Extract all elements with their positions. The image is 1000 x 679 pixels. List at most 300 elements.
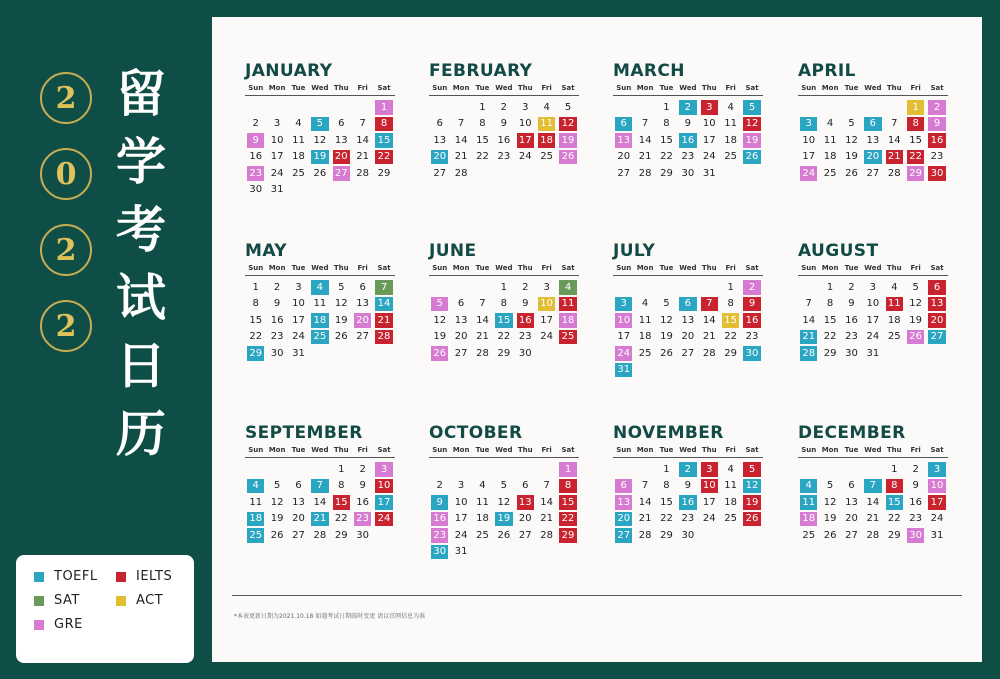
day-cell: 16 [249,151,263,163]
day-cell: 23 [270,331,284,343]
legend-item-act [116,593,196,608]
exam-day-cell: 7 [375,280,392,295]
day-cell: 5 [826,480,834,492]
day-cell: 9 [273,298,281,310]
title-char: 留 [116,64,166,123]
weekday-label: Tue [291,264,306,272]
header-rule [429,95,579,96]
weekday-label: Tue [475,446,490,454]
weekday-label: Sat [561,446,575,454]
day-cell: 25 [292,167,305,179]
exam-day-cell: 22 [375,150,392,165]
weekday-label: Sun [616,264,632,272]
day-cell: 25 [540,151,554,163]
weekday-label: Sat [745,446,759,454]
weekday-label: Sun [248,84,264,92]
month-february [429,61,579,182]
day-cell: 6 [436,118,443,130]
exam-day-cell: 28 [800,346,817,361]
month-name: DECEMBER [798,423,906,443]
day-cell: 3 [543,281,550,293]
exam-day-cell: 16 [679,133,696,148]
weekday-label: Fri [357,84,368,92]
year-digit: 0 [40,148,92,200]
day-cell: 22 [476,151,489,163]
weekday-header [245,445,395,455]
empty-cell [352,99,373,116]
weekday-label: Tue [475,264,490,272]
day-cell: 1 [500,281,508,293]
weekday-label: Mon [636,84,654,92]
weekday-label: Mon [636,264,654,272]
day-cell: 13 [433,134,447,146]
day-cell: 23 [845,331,858,343]
weekday-label: Sun [801,446,817,454]
exam-day-cell: 15 [333,495,350,510]
exam-day-cell: 12 [559,117,576,132]
empty-cell [429,279,450,296]
exam-day-cell: 25 [247,528,264,543]
exam-day-cell: 25 [311,330,328,345]
title-char: 试 [116,268,166,327]
day-cell: 6 [457,298,465,310]
weekday-label: Tue [844,84,859,92]
exam-day-cell: 19 [743,133,760,148]
day-cell: 24 [518,151,532,163]
day-cell: 11 [724,480,738,492]
exam-day-cell: 20 [615,512,632,527]
exam-day-cell: 18 [538,133,555,148]
day-cell: 8 [338,480,345,492]
day-cell: 1 [727,281,734,293]
month-march [613,61,763,182]
exam-day-cell: 4 [800,479,817,494]
weekday-label: Sat [377,264,391,272]
day-cell: 2 [848,281,855,293]
day-cell: 7 [641,480,649,492]
weekday-label: Sun [801,84,817,92]
day-cell: 23 [518,331,532,343]
weekday-label: Thu [886,264,902,272]
day-cell: 18 [476,513,489,525]
month-name: SEPTEMBER [245,423,363,443]
empty-cell [472,279,493,296]
legend-item-sat [34,593,116,608]
day-cell: 10 [518,118,532,130]
legend-label: TOEFL [54,569,98,584]
day-grid [245,461,395,544]
day-cell: 27 [518,529,532,541]
month-name: JULY [613,241,656,261]
exam-day-cell: 5 [431,297,448,312]
day-cell: 12 [433,314,447,326]
weekday-label: Tue [475,84,490,92]
weekday-label: Wed [864,264,882,272]
empty-cell [515,461,536,478]
day-cell: 20 [292,513,305,525]
day-cell: 7 [479,298,486,310]
exam-day-cell: 11 [800,495,817,510]
day-cell: 15 [476,134,489,146]
legend-item-gre [34,617,116,632]
month-august [798,241,948,362]
exam-day-cell: 26 [743,512,760,527]
day-cell: 26 [660,347,673,359]
empty-cell [309,461,330,478]
exam-day-cell: 5 [743,462,760,477]
header-rule [613,457,763,458]
exam-day-cell: 6 [928,280,945,295]
month-september [245,423,395,544]
day-cell: 4 [295,118,302,130]
month-july [613,241,763,378]
day-cell: 17 [802,151,816,163]
day-cell: 4 [479,480,486,492]
day-cell: 6 [295,480,302,492]
weekday-header [245,263,395,273]
day-cell: 5 [663,298,670,310]
day-cell: 9 [848,298,855,310]
day-cell: 14 [638,496,652,508]
exam-day-cell: 2 [743,280,760,295]
day-cell: 23 [745,331,759,343]
empty-cell [699,279,720,296]
exam-day-cell: 20 [864,150,881,165]
day-grid [613,99,763,182]
day-cell: 3 [457,480,465,492]
day-cell: 24 [454,529,468,541]
empty-cell [245,461,266,478]
exam-day-cell: 29 [559,528,576,543]
header-rule [613,95,763,96]
day-cell: 20 [845,513,858,525]
weekday-label: Fri [725,84,736,92]
header-rule [429,457,579,458]
day-cell: 24 [866,331,880,343]
day-cell: 13 [845,496,858,508]
month-name: MAY [245,241,287,261]
empty-cell [798,99,819,116]
day-cell: 28 [638,529,652,541]
exam-day-cell: 21 [800,330,817,345]
day-cell: 17 [702,134,716,146]
day-cell: 24 [702,513,716,525]
day-cell: 30 [518,347,532,359]
year-digit: 2 [40,300,92,352]
weekday-label: Mon [452,446,470,454]
exam-day-cell: 21 [311,512,328,527]
exam-day-cell: 8 [559,479,576,494]
day-cell: 8 [500,298,508,310]
day-cell: 17 [702,496,716,508]
day-cell: 21 [476,331,489,343]
weekday-label: Mon [452,84,470,92]
day-cell: 24 [702,151,716,163]
day-cell: 4 [891,281,898,293]
title-char: 考 [116,200,166,259]
exam-day-cell: 16 [928,133,945,148]
exam-day-cell: 8 [375,117,392,132]
day-cell: 17 [454,513,468,525]
exam-day-cell: 13 [615,133,632,148]
weekday-label: Sun [801,264,817,272]
day-cell: 5 [564,101,572,113]
weekday-label: Fri [541,84,552,92]
day-grid [798,461,948,544]
day-grid [613,461,763,544]
exam-day-cell: 7 [311,479,328,494]
exam-day-cell: 29 [907,166,924,181]
exam-day-cell: 11 [559,297,576,312]
day-cell: 7 [891,118,898,130]
day-cell: 4 [727,101,734,113]
day-cell: 4 [727,463,734,475]
day-cell: 10 [802,134,816,146]
month-june [429,241,579,362]
exam-day-cell: 3 [615,297,632,312]
legend-label: SAT [54,593,80,608]
day-cell: 20 [617,151,631,163]
day-cell: 28 [356,167,370,179]
day-cell: 9 [684,480,692,492]
day-cell: 27 [617,167,631,179]
day-cell: 10 [866,298,880,310]
weekday-header [429,83,579,93]
day-cell: 2 [436,480,443,492]
day-cell: 16 [270,314,284,326]
exam-day-cell: 23 [354,512,371,527]
day-cell: 30 [356,529,370,541]
day-cell: 30 [681,529,695,541]
exam-day-cell: 8 [907,117,924,132]
empty-cell [266,461,287,478]
empty-cell [862,461,883,478]
weekday-header [613,83,763,93]
exam-day-cell: 13 [517,495,534,510]
left-rail [0,0,210,679]
month-name: FEBRUARY [429,61,533,81]
weekday-label: Thu [517,264,533,272]
day-cell: 22 [823,331,837,343]
day-cell: 12 [845,134,858,146]
weekday-label: Sun [432,84,448,92]
day-cell: 25 [476,529,489,541]
day-cell: 5 [338,281,345,293]
weekday-label: Tue [844,264,859,272]
day-cell: 9 [912,480,919,492]
day-cell: 25 [802,529,816,541]
day-cell: 31 [270,184,284,196]
weekday-label: Tue [659,264,674,272]
weekday-label: Sun [432,264,448,272]
day-cell: 3 [869,281,877,293]
day-grid [245,99,395,198]
day-cell: 27 [845,529,858,541]
day-cell: 20 [454,331,468,343]
day-cell: 11 [476,496,489,508]
day-cell: 13 [356,298,370,310]
weekday-label: Wed [679,264,697,272]
day-cell: 22 [249,331,263,343]
weekday-label: Tue [291,84,306,92]
empty-cell [450,461,471,478]
weekday-label: Sat [930,264,944,272]
weekday-label: Sun [248,264,264,272]
empty-cell [634,99,655,116]
exam-day-cell: 1 [907,100,924,115]
weekday-label: Sat [561,84,575,92]
weekday-label: Wed [495,446,513,454]
exam-day-cell: 11 [538,117,555,132]
day-cell: 13 [866,134,880,146]
day-cell: 17 [617,331,631,343]
month-name: OCTOBER [429,423,523,443]
exam-day-cell: 13 [615,495,632,510]
weekday-header [798,263,948,273]
exam-day-cell: 7 [701,297,718,312]
title-char: 日 [116,336,166,395]
exam-day-cell: 23 [247,166,264,181]
day-cell: 7 [457,118,465,130]
exam-day-cell: 18 [800,512,817,527]
exam-day-cell: 18 [247,512,264,527]
day-cell: 2 [252,118,259,130]
day-cell: 27 [433,167,447,179]
day-grid [798,99,948,182]
weekday-label: Fri [725,446,736,454]
day-cell: 8 [663,480,670,492]
day-cell: 27 [681,347,695,359]
day-cell: 28 [702,347,716,359]
day-cell: 20 [518,513,532,525]
day-cell: 24 [270,167,284,179]
exam-day-cell: 18 [559,313,576,328]
weekday-label: Thu [517,84,533,92]
exam-day-cell: 15 [722,313,739,328]
exam-day-cell: 6 [679,297,696,312]
weekday-label: Sun [616,446,632,454]
day-cell: 31 [930,529,944,541]
exam-day-cell: 1 [559,462,576,477]
empty-cell [450,99,471,116]
empty-cell [613,279,634,296]
exam-day-cell: 21 [375,313,392,328]
day-cell: 19 [334,314,348,326]
weekday-label: Thu [886,84,902,92]
day-cell: 19 [823,513,837,525]
weekday-label: Tue [844,446,859,454]
day-grid [429,461,579,560]
day-cell: 14 [702,314,716,326]
exam-day-cell: 6 [864,117,881,132]
exam-day-cell: 16 [517,313,534,328]
exam-day-cell: 14 [375,297,392,312]
day-cell: 7 [543,480,550,492]
day-cell: 28 [887,167,901,179]
day-cell: 19 [845,151,858,163]
exam-day-cell: 19 [495,512,512,527]
weekday-label: Wed [495,84,513,92]
weekday-label: Thu [701,446,717,454]
legend-item-ielts [116,569,196,584]
day-cell: 1 [338,463,345,475]
exam-day-cell: 25 [559,330,576,345]
empty-cell [634,461,655,478]
day-cell: 29 [724,347,738,359]
empty-cell [884,99,905,116]
exam-day-cell: 31 [615,363,632,378]
header-rule [245,457,395,458]
exam-day-cell: 19 [559,133,576,148]
exam-day-cell: 9 [431,495,448,510]
day-cell: 17 [540,314,554,326]
day-cell: 18 [724,134,738,146]
year-badges [40,72,94,376]
exam-day-cell: 19 [311,150,328,165]
weekday-label: Fri [910,264,921,272]
weekday-label: Wed [679,84,697,92]
day-cell: 12 [334,298,348,310]
day-cell: 14 [802,314,816,326]
day-cell: 18 [292,151,305,163]
day-cell: 23 [497,151,511,163]
day-cell: 31 [702,167,716,179]
weekday-label: Wed [495,264,513,272]
weekday-label: Mon [821,84,839,92]
day-cell: 14 [313,496,327,508]
day-cell: 10 [270,134,284,146]
weekday-label: Fri [357,264,368,272]
day-cell: 18 [823,151,837,163]
day-cell: 25 [823,167,837,179]
weekday-label: Sat [930,446,944,454]
day-cell: 21 [540,513,554,525]
exam-day-cell: 13 [928,297,945,312]
header-rule [798,95,948,96]
day-cell: 29 [334,529,348,541]
day-cell: 26 [270,529,284,541]
day-cell: 21 [702,331,716,343]
day-cell: 4 [543,101,550,113]
day-cell: 14 [638,134,652,146]
day-cell: 17 [270,151,284,163]
day-cell: 9 [684,118,692,130]
weekday-label: Wed [864,446,882,454]
day-cell: 2 [359,463,366,475]
exam-day-cell: 9 [247,133,264,148]
day-cell: 17 [292,314,305,326]
day-cell: 9 [500,118,508,130]
weekday-label: Sun [432,446,448,454]
weekday-label: Sat [745,264,759,272]
exam-day-cell: 15 [495,313,512,328]
day-cell: 8 [252,298,259,310]
exam-day-cell: 27 [333,166,350,181]
day-cell: 28 [476,347,489,359]
day-cell: 28 [540,529,554,541]
exam-day-cell: 23 [431,528,448,543]
day-cell: 31 [292,347,305,359]
footnote: *本表更新日期为2021.10.18 如遇考试日期临时变更 请以官网信息为准 [234,613,426,620]
sat-swatch [34,596,44,606]
act-swatch [116,596,126,606]
day-cell: 1 [663,463,670,475]
day-cell: 31 [454,546,468,558]
day-cell: 19 [433,331,447,343]
day-cell: 3 [522,101,529,113]
exam-day-cell: 30 [431,545,448,560]
day-cell: 27 [454,347,468,359]
